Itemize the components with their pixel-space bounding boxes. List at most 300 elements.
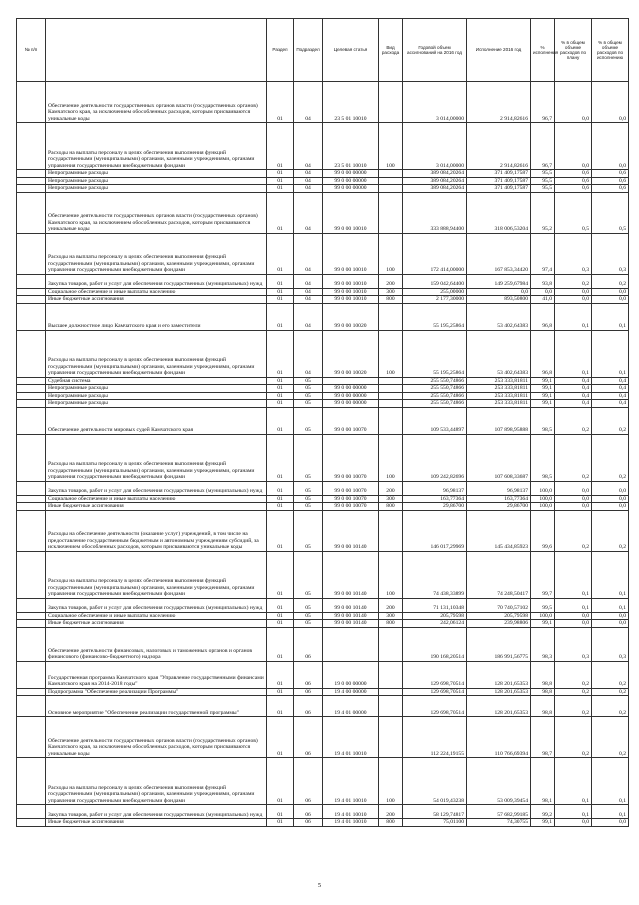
budget-table-page bbox=[16, 18, 628, 827]
cell-fact: 2 914,82616 bbox=[467, 82, 531, 123]
cell-vid: 100 bbox=[379, 434, 403, 481]
table-row bbox=[17, 177, 629, 185]
cell-num bbox=[17, 758, 46, 805]
cell-share-plan: 0,1 bbox=[555, 805, 592, 819]
table-row bbox=[17, 274, 629, 288]
cell-razdel: 01 bbox=[267, 392, 294, 400]
cell-share-plan: 0,0 bbox=[555, 495, 592, 503]
cell-num bbox=[17, 296, 46, 304]
cell-pct: 99,1 bbox=[531, 400, 555, 408]
cell-share-plan: 0,2 bbox=[555, 274, 592, 288]
cell-share-fact: 0,0 bbox=[592, 296, 629, 304]
cell-pct: 98,5 bbox=[531, 434, 555, 481]
cell-pct: 96,8 bbox=[531, 303, 555, 330]
cell-plan: 3 014,00000 bbox=[403, 82, 467, 123]
cell-num bbox=[17, 288, 46, 296]
table-row bbox=[17, 377, 629, 385]
cell-share-plan: 0,0 bbox=[555, 503, 592, 511]
cell-share-fact: 0,0 bbox=[592, 481, 629, 495]
cell-fact: 167 853,34420 bbox=[467, 233, 531, 274]
header-num: № п/п bbox=[17, 19, 46, 82]
cell-share-fact: 0,3 bbox=[592, 233, 629, 274]
cell-share-fact: 0,0 bbox=[592, 82, 629, 123]
table-row bbox=[17, 805, 629, 819]
cell-share-plan: 0,5 bbox=[555, 192, 592, 233]
cell-name: Обеспечение деятельности мировых судей Камчатского края bbox=[46, 407, 267, 434]
cell-vid bbox=[379, 82, 403, 123]
cell-razdel: 01 bbox=[267, 385, 294, 393]
cell-name: Иные бюджетные ассигнования bbox=[46, 819, 267, 827]
cell-num bbox=[17, 510, 46, 551]
cell-share-fact: 0,2 bbox=[592, 688, 629, 696]
cell-statya: 19 4 01 00000 bbox=[323, 696, 379, 717]
cell-share-fact: 0,1 bbox=[592, 303, 629, 330]
cell-vid: 100 bbox=[379, 233, 403, 274]
cell-plan: 242,06124 bbox=[403, 620, 467, 628]
cell-num bbox=[17, 598, 46, 612]
cell-share-fact: 0,2 bbox=[592, 696, 629, 717]
cell-pct: 99,1 bbox=[531, 385, 555, 393]
cell-share-plan: 0,4 bbox=[555, 385, 592, 393]
cell-plan: 190 168,20514 bbox=[403, 627, 467, 661]
cell-name: Расходы на выплаты персоналу в целях обеспечения выполнения функций государственными (муниципальными) органами, казенными учреждениями, органами управления государственными внебюджетными фондами bbox=[46, 434, 267, 481]
cell-pct: 93,8 bbox=[531, 274, 555, 288]
cell-razdel: 01 bbox=[267, 233, 294, 274]
cell-name: Обеспечение деятельности государственных органов власти (государственных органов) Камчатского края, за исключением обособленных расходов, которым присваиваются уникальные коды bbox=[46, 82, 267, 123]
cell-plan: 2 177,30000 bbox=[403, 296, 467, 304]
cell-statya: 99 0 00 10070 bbox=[323, 407, 379, 434]
cell-share-plan: 0,0 bbox=[555, 288, 592, 296]
cell-share-fact: 0,6 bbox=[592, 170, 629, 178]
cell-name: Иные бюджетные ассигнования bbox=[46, 503, 267, 511]
cell-share-fact: 0,2 bbox=[592, 434, 629, 481]
cell-share-fact: 0,1 bbox=[592, 330, 629, 377]
cell-name: Расходы на выплаты персоналу в целях обеспечения выполнения функций государственными (муниципальными) органами, казенными учреждениями, органами управления государственными внебюджетными фондами bbox=[46, 233, 267, 274]
cell-podrazdel: 04 bbox=[294, 330, 323, 377]
cell-num bbox=[17, 400, 46, 408]
cell-statya: 99 0 00 10070 bbox=[323, 503, 379, 511]
table-row bbox=[17, 661, 629, 688]
cell-vid bbox=[379, 177, 403, 185]
cell-plan: 129 698,70514 bbox=[403, 688, 467, 696]
cell-statya: 99 0 00 10140 bbox=[323, 612, 379, 620]
table-row bbox=[17, 123, 629, 170]
cell-num bbox=[17, 805, 46, 819]
table-row bbox=[17, 688, 629, 696]
cell-plan: 112 224,19155 bbox=[403, 717, 467, 758]
header-vid: Вид расхода bbox=[379, 19, 403, 82]
cell-name: Непрограммные расходы bbox=[46, 185, 267, 193]
cell-fact: 186 991,56775 bbox=[467, 627, 531, 661]
cell-vid bbox=[379, 627, 403, 661]
cell-plan: 255 550,74866 bbox=[403, 400, 467, 408]
table-row bbox=[17, 717, 629, 758]
cell-num bbox=[17, 233, 46, 274]
cell-podrazdel: 05 bbox=[294, 495, 323, 503]
cell-name: Расходы на выплаты персоналу в целях обеспечения выполнения функций государственными (муниципальными) органами, казенными учреждениями, органами управления государственными внебюджетными фондами bbox=[46, 330, 267, 377]
cell-vid bbox=[379, 407, 403, 434]
cell-vid bbox=[379, 392, 403, 400]
cell-podrazdel: 06 bbox=[294, 819, 323, 827]
cell-share-fact: 0,1 bbox=[592, 805, 629, 819]
cell-share-fact: 0,0 bbox=[592, 819, 629, 827]
cell-pct: 98,5 bbox=[531, 407, 555, 434]
cell-num bbox=[17, 330, 46, 377]
cell-statya: 99 0 00 00000 bbox=[323, 392, 379, 400]
cell-podrazdel: 04 bbox=[294, 123, 323, 170]
cell-name: Расходы на выплаты персоналу в целях обеспечения выполнения функций государственными (муниципальными) органами, казенными учреждениями, органами управления государственными внебюджетными фондами bbox=[46, 123, 267, 170]
cell-pct: 100,0 bbox=[531, 481, 555, 495]
cell-vid bbox=[379, 385, 403, 393]
table-row bbox=[17, 696, 629, 717]
cell-vid: 300 bbox=[379, 612, 403, 620]
cell-name: Государственная программа Камчатского края "Управление государственными финансами Камчатского края на 2014-2018 годы" bbox=[46, 661, 267, 688]
cell-statya: 99 0 00 10020 bbox=[323, 330, 379, 377]
cell-plan: 74 438,33899 bbox=[403, 551, 467, 598]
cell-plan: 75,01100 bbox=[403, 819, 467, 827]
cell-statya: 99 0 00 00000 bbox=[323, 385, 379, 393]
cell-share-fact: 0,2 bbox=[592, 661, 629, 688]
cell-fact: 128 201,65353 bbox=[467, 661, 531, 688]
cell-podrazdel: 05 bbox=[294, 481, 323, 495]
cell-num bbox=[17, 303, 46, 330]
cell-name: Закупка товаров, работ и услуг для обеспечения государственных (муниципальных) нужд bbox=[46, 274, 267, 288]
cell-podrazdel: 04 bbox=[294, 185, 323, 193]
cell-plan: 389 084,20264 bbox=[403, 185, 467, 193]
cell-name: Обеспечение деятельности финансовых, налоговых и таможенных органов и органов финансового (финансово-бюджетного) надзора bbox=[46, 627, 267, 661]
cell-fact: 29,86700 bbox=[467, 503, 531, 511]
cell-vid bbox=[379, 688, 403, 696]
cell-statya: 99 0 00 00000 bbox=[323, 400, 379, 408]
cell-share-fact: 0,4 bbox=[592, 392, 629, 400]
cell-share-fact: 0,4 bbox=[592, 385, 629, 393]
header-fact: Исполнение 2016 год bbox=[467, 19, 531, 82]
cell-fact: 371 409,17587 bbox=[467, 177, 531, 185]
cell-pct: 95,2 bbox=[531, 192, 555, 233]
table-row bbox=[17, 510, 629, 551]
cell-razdel: 01 bbox=[267, 612, 294, 620]
cell-statya: 19 0 00 00000 bbox=[323, 661, 379, 688]
cell-vid: 800 bbox=[379, 819, 403, 827]
cell-num bbox=[17, 82, 46, 123]
cell-statya: 99 0 00 00000 bbox=[323, 170, 379, 178]
cell-vid bbox=[379, 717, 403, 758]
cell-fact: 53 402,64383 bbox=[467, 303, 531, 330]
cell-share-fact: 0,0 bbox=[592, 495, 629, 503]
cell-vid bbox=[379, 185, 403, 193]
cell-num bbox=[17, 274, 46, 288]
cell-statya bbox=[323, 627, 379, 661]
budget-table bbox=[16, 18, 629, 827]
header-name bbox=[46, 19, 267, 82]
cell-plan: 389 084,20264 bbox=[403, 177, 467, 185]
cell-fact: 57 682,99185 bbox=[467, 805, 531, 819]
cell-razdel: 01 bbox=[267, 288, 294, 296]
cell-vid: 200 bbox=[379, 598, 403, 612]
cell-razdel: 01 bbox=[267, 303, 294, 330]
cell-num bbox=[17, 661, 46, 688]
cell-podrazdel: 04 bbox=[294, 170, 323, 178]
cell-pct: 98,8 bbox=[531, 688, 555, 696]
cell-vid bbox=[379, 303, 403, 330]
cell-razdel: 01 bbox=[267, 627, 294, 661]
cell-share-plan: 0,0 bbox=[555, 82, 592, 123]
cell-podrazdel: 04 bbox=[294, 288, 323, 296]
cell-pct: 99,1 bbox=[531, 620, 555, 628]
cell-num bbox=[17, 819, 46, 827]
cell-plan: 55 195,25864 bbox=[403, 330, 467, 377]
table-row bbox=[17, 296, 629, 304]
cell-num bbox=[17, 407, 46, 434]
cell-share-plan: 0,2 bbox=[555, 688, 592, 696]
page-number: 5 bbox=[317, 882, 322, 889]
cell-pct: 99,5 bbox=[531, 598, 555, 612]
cell-razdel: 01 bbox=[267, 170, 294, 178]
cell-razdel: 01 bbox=[267, 377, 294, 385]
cell-fact: 893,50800 bbox=[467, 296, 531, 304]
cell-razdel: 01 bbox=[267, 688, 294, 696]
cell-vid bbox=[379, 400, 403, 408]
table-row bbox=[17, 481, 629, 495]
cell-pct: 98,3 bbox=[531, 627, 555, 661]
cell-pct: 98,1 bbox=[531, 758, 555, 805]
cell-pct: 98,8 bbox=[531, 696, 555, 717]
table-row bbox=[17, 495, 629, 503]
cell-plan: 389 084,20264 bbox=[403, 170, 467, 178]
cell-fact: 253 333,81811 bbox=[467, 385, 531, 393]
cell-podrazdel: 05 bbox=[294, 620, 323, 628]
cell-vid bbox=[379, 170, 403, 178]
cell-share-fact: 0,4 bbox=[592, 400, 629, 408]
cell-statya: 19 4 01 10010 bbox=[323, 805, 379, 819]
cell-share-fact: 0,2 bbox=[592, 407, 629, 434]
cell-razdel: 01 bbox=[267, 177, 294, 185]
cell-vid: 800 bbox=[379, 620, 403, 628]
header-pct: % исполнения bbox=[531, 19, 555, 82]
cell-podrazdel: 06 bbox=[294, 627, 323, 661]
cell-name: Высшее должностное лицо Камчатского края и его заместители bbox=[46, 303, 267, 330]
cell-name: Обеспечение деятельности государственных органов власти (государственных органов) Камчатского края, за исключением обособленных расходов, которым присваиваются уникальные коды bbox=[46, 717, 267, 758]
cell-num bbox=[17, 170, 46, 178]
cell-share-fact: 0,0 bbox=[592, 612, 629, 620]
cell-plan: 29,86700 bbox=[403, 503, 467, 511]
cell-share-plan: 0,6 bbox=[555, 177, 592, 185]
cell-num bbox=[17, 377, 46, 385]
cell-pct: 100,0 bbox=[531, 503, 555, 511]
cell-share-plan: 0,4 bbox=[555, 392, 592, 400]
cell-podrazdel: 05 bbox=[294, 434, 323, 481]
cell-razdel: 01 bbox=[267, 274, 294, 288]
table-row bbox=[17, 330, 629, 377]
header-razdel: Раздел bbox=[267, 19, 294, 82]
cell-plan: 109 533,44897 bbox=[403, 407, 467, 434]
cell-fact: 163,77364 bbox=[467, 495, 531, 503]
cell-fact: 128 201,65353 bbox=[467, 688, 531, 696]
cell-name: Основное мероприятие "Обеспечение реализации государственной программы" bbox=[46, 696, 267, 717]
cell-plan: 163,77364 bbox=[403, 495, 467, 503]
cell-num bbox=[17, 177, 46, 185]
cell-pct: 98,7 bbox=[531, 717, 555, 758]
cell-podrazdel: 06 bbox=[294, 688, 323, 696]
cell-pct: 99,6 bbox=[531, 510, 555, 551]
cell-plan: 3 014,00000 bbox=[403, 123, 467, 170]
cell-share-fact: 0,2 bbox=[592, 717, 629, 758]
cell-share-fact: 0,6 bbox=[592, 177, 629, 185]
cell-share-plan: 0,1 bbox=[555, 303, 592, 330]
cell-razdel: 01 bbox=[267, 296, 294, 304]
table-row bbox=[17, 288, 629, 296]
cell-statya: 99 0 00 10010 bbox=[323, 233, 379, 274]
cell-razdel: 01 bbox=[267, 598, 294, 612]
cell-fact: 53 402,64383 bbox=[467, 330, 531, 377]
cell-podrazdel: 06 bbox=[294, 696, 323, 717]
cell-name: Судебная система bbox=[46, 377, 267, 385]
table-row bbox=[17, 400, 629, 408]
cell-statya: 99 0 00 10140 bbox=[323, 551, 379, 598]
cell-razdel: 01 bbox=[267, 481, 294, 495]
cell-pct: 96,7 bbox=[531, 82, 555, 123]
cell-fact: 145 434,85923 bbox=[467, 510, 531, 551]
cell-share-plan: 0,0 bbox=[555, 123, 592, 170]
cell-pct: 41,0 bbox=[531, 296, 555, 304]
cell-share-fact: 0,1 bbox=[592, 598, 629, 612]
cell-statya: 19 4 00 00000 bbox=[323, 688, 379, 696]
cell-statya: 23 5 01 10010 bbox=[323, 82, 379, 123]
table-row bbox=[17, 385, 629, 393]
cell-num bbox=[17, 392, 46, 400]
cell-vid: 100 bbox=[379, 758, 403, 805]
cell-podrazdel: 04 bbox=[294, 274, 323, 288]
cell-statya: 99 0 00 10010 bbox=[323, 274, 379, 288]
cell-vid bbox=[379, 192, 403, 233]
cell-vid bbox=[379, 510, 403, 551]
cell-razdel: 01 bbox=[267, 510, 294, 551]
cell-podrazdel: 05 bbox=[294, 400, 323, 408]
cell-share-plan: 0,6 bbox=[555, 170, 592, 178]
cell-razdel: 01 bbox=[267, 407, 294, 434]
table-row bbox=[17, 551, 629, 598]
cell-fact: 149 259,67984 bbox=[467, 274, 531, 288]
cell-pct: 0,0 bbox=[531, 288, 555, 296]
cell-share-fact: 0,5 bbox=[592, 192, 629, 233]
cell-share-plan: 0,1 bbox=[555, 598, 592, 612]
cell-num bbox=[17, 551, 46, 598]
cell-razdel: 01 bbox=[267, 503, 294, 511]
cell-num bbox=[17, 123, 46, 170]
cell-fact: 107 898,95888 bbox=[467, 407, 531, 434]
cell-name: Закупка товаров, работ и услуг для обеспечения государственных (муниципальных) нужд bbox=[46, 805, 267, 819]
cell-name: Закупка товаров, работ и услуг для обеспечения государственных (муниципальных) нужд bbox=[46, 481, 267, 495]
cell-statya: 99 0 00 00000 bbox=[323, 177, 379, 185]
cell-share-fact: 0,1 bbox=[592, 758, 629, 805]
cell-podrazdel: 06 bbox=[294, 717, 323, 758]
cell-vid: 800 bbox=[379, 503, 403, 511]
cell-num bbox=[17, 696, 46, 717]
header-podrazdel: Подраздел bbox=[294, 19, 323, 82]
table-row bbox=[17, 392, 629, 400]
cell-share-plan: 0,1 bbox=[555, 758, 592, 805]
cell-name: Непрограммные расходы bbox=[46, 392, 267, 400]
cell-razdel: 01 bbox=[267, 330, 294, 377]
cell-fact: 107 608,33687 bbox=[467, 434, 531, 481]
cell-plan: 129 698,70514 bbox=[403, 661, 467, 688]
cell-plan: 255 550,74866 bbox=[403, 392, 467, 400]
cell-razdel: 01 bbox=[267, 819, 294, 827]
cell-pct: 99,1 bbox=[531, 377, 555, 385]
cell-fact: 371 409,17587 bbox=[467, 170, 531, 178]
cell-statya: 99 0 00 10010 bbox=[323, 288, 379, 296]
cell-name: Иные бюджетные ассигнования bbox=[46, 620, 267, 628]
cell-razdel: 01 bbox=[267, 717, 294, 758]
cell-name: Непрограммные расходы bbox=[46, 385, 267, 393]
cell-name: Социальное обеспечение и иные выплаты населению bbox=[46, 495, 267, 503]
cell-plan: 255 550,74866 bbox=[403, 377, 467, 385]
cell-share-plan: 0,0 bbox=[555, 819, 592, 827]
cell-pct: 98,8 bbox=[531, 661, 555, 688]
cell-num bbox=[17, 495, 46, 503]
cell-vid: 100 bbox=[379, 551, 403, 598]
cell-statya: 19 4 01 10010 bbox=[323, 758, 379, 805]
cell-razdel: 01 bbox=[267, 620, 294, 628]
cell-name: Расходы на выплаты персоналу в целях обеспечения выполнения функций государственными (муниципальными) органами, казенными учреждениями, органами управления государственными внебюджетными фондами bbox=[46, 551, 267, 598]
cell-plan: 96,98137 bbox=[403, 481, 467, 495]
cell-plan: 146 017,29969 bbox=[403, 510, 467, 551]
cell-fact: 318 006,53204 bbox=[467, 192, 531, 233]
cell-name: Непрограммные расходы bbox=[46, 177, 267, 185]
cell-razdel: 01 bbox=[267, 495, 294, 503]
cell-plan: 54 019,43238 bbox=[403, 758, 467, 805]
table-body bbox=[17, 82, 629, 827]
cell-vid: 200 bbox=[379, 481, 403, 495]
cell-num bbox=[17, 434, 46, 481]
cell-share-fact: 0,0 bbox=[592, 620, 629, 628]
cell-statya: 19 4 01 10010 bbox=[323, 819, 379, 827]
cell-pct: 95,5 bbox=[531, 185, 555, 193]
cell-fact: 70 740,57102 bbox=[467, 598, 531, 612]
cell-razdel: 01 bbox=[267, 551, 294, 598]
cell-statya: 99 0 00 10070 bbox=[323, 481, 379, 495]
cell-podrazdel: 04 bbox=[294, 303, 323, 330]
cell-fact: 96,98137 bbox=[467, 481, 531, 495]
cell-num bbox=[17, 503, 46, 511]
cell-share-plan: 0,0 bbox=[555, 296, 592, 304]
cell-share-plan: 0,3 bbox=[555, 627, 592, 661]
cell-share-fact: 0,0 bbox=[592, 123, 629, 170]
cell-fact: 239,98806 bbox=[467, 620, 531, 628]
cell-num bbox=[17, 688, 46, 696]
cell-num bbox=[17, 481, 46, 495]
cell-podrazdel: 04 bbox=[294, 82, 323, 123]
cell-share-fact: 0,6 bbox=[592, 185, 629, 193]
cell-statya bbox=[323, 377, 379, 385]
cell-share-fact: 0,0 bbox=[592, 503, 629, 511]
table-row bbox=[17, 627, 629, 661]
cell-pct: 100,0 bbox=[531, 612, 555, 620]
cell-share-fact: 0,0 bbox=[592, 288, 629, 296]
header-statya: Целевая статья bbox=[323, 19, 379, 82]
cell-vid: 100 bbox=[379, 123, 403, 170]
cell-name: Расходы на выплаты персоналу в целях обеспечения выполнения функций государственными (муниципальными) органами, казенными учреждениями, органами управления государственными внебюджетными фондами bbox=[46, 758, 267, 805]
cell-share-plan: 0,0 bbox=[555, 481, 592, 495]
header-share-fact: % в общем объеме расходов по исполнению bbox=[592, 19, 629, 82]
cell-num bbox=[17, 612, 46, 620]
cell-plan: 255,00000 bbox=[403, 288, 467, 296]
cell-podrazdel: 06 bbox=[294, 758, 323, 805]
cell-pct: 99,1 bbox=[531, 819, 555, 827]
table-row bbox=[17, 620, 629, 628]
table-row bbox=[17, 185, 629, 193]
cell-plan: 255 550,74866 bbox=[403, 385, 467, 393]
